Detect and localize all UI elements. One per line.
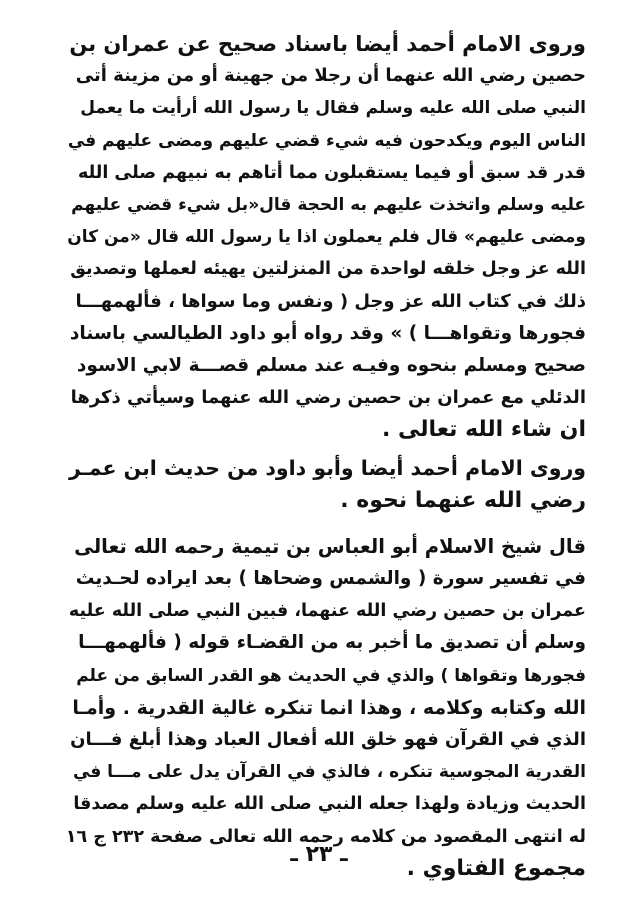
text-line: الحديث وزيادة ولهذا جعله النبي صلى الله عليه وسلم مصدقا: [73, 794, 586, 815]
text-line: ذلك في كتاب الله عز وجل ( ونفس وما سواها ، فألهمهـــا: [75, 290, 586, 312]
text-line: في تفسير سورة ( والشمس وضحاها ) بعد ايراده لحـديث: [75, 568, 586, 589]
text-line: الدئلي مع عمران بن حصين رضي الله عنهما وسيأتي ذكرها: [70, 387, 586, 409]
text-line: الناس اليوم ويكدحون فيه شيء قضي عليهم ومضى عليهم في: [67, 130, 586, 151]
text-line: حصين رضي الله عنهما أن رجلا من جهينة أو من مزينة أتى: [75, 65, 586, 87]
text-line: ومضى عليهم» قال فلم يعملون اذا يا رسول الله قال «من كان: [67, 227, 586, 248]
paragraph-2: [66, 452, 586, 516]
text-line: قدر قد سبق أو فيما يستقبلون مما أتاهم به نبيهم صلى الله: [78, 162, 586, 183]
text-line: القدرية المجوسية تنكره ، فالذي في القرآن يدل على مـــا في: [72, 762, 586, 783]
text-line: الله عز وجل خلقه لواحدة من المنزلتين يهيئه لعملها وتصديق: [70, 259, 586, 280]
document-page: [66, 28, 586, 885]
text-line: وسلم أن تصديق ما أخبر به من القضـاء قوله ( فألهمهـــا: [78, 632, 586, 654]
text-line: فجورها وتقواها ) والذي في الحديث هو القدر السابق من علم: [76, 665, 586, 686]
text-line: صحيح ومسلم بنحوه وفيـه عند مسلم قصـــة لابي الاسود: [76, 354, 586, 376]
text-line: النبي صلى الله عليه وسلم فقال يا رسول الله أرأيت ما يعمل: [80, 98, 586, 119]
text-line: قال شيخ الاسلام أبو العباس بن تيمية رحمه الله تعالى: [74, 534, 586, 558]
text-line: وروى الامام أحمد أيضا باسناد صحيح عن عمران بن: [69, 32, 586, 56]
text-line: عمران بن حصين رضي الله عنهما، فبين النبي صلى الله عليه: [68, 601, 586, 622]
page-number: ـ ٢٣ ـ: [290, 842, 348, 867]
text-line: عليه وسلم واتخذت عليهم به الحجة قال«بل شيء قضي عليهم: [71, 194, 586, 215]
text-line: وروى الامام أحمد أيضا وأبو داود من حديث ابن عمـر: [69, 456, 586, 481]
text-line: ان شاء الله تعالى .: [381, 417, 586, 443]
text-line: مجموع الفتاوي .: [406, 855, 586, 881]
text-line: الذي في القرآن فهو خلق الله أفعال العباد وهذا أبلغ فـــان: [70, 728, 586, 750]
text-line: الله وكتابه وكلامه ، وهذا انما تنكره غالية القدرية . وأمـا: [72, 696, 586, 719]
paragraph-3: [66, 531, 586, 885]
paragraph-1: [66, 28, 586, 446]
text-line: رضي الله عنهما نحوه .: [340, 487, 586, 513]
text-line: له انتهى المقصود من كلامه رحمه الله تعالى صفحة ٢٣٢ ج ١٦: [66, 826, 586, 847]
text-line: فجورها وتقواهـــا ) » وقد رواه أبو داود الطيالسي باسناد: [69, 322, 586, 344]
